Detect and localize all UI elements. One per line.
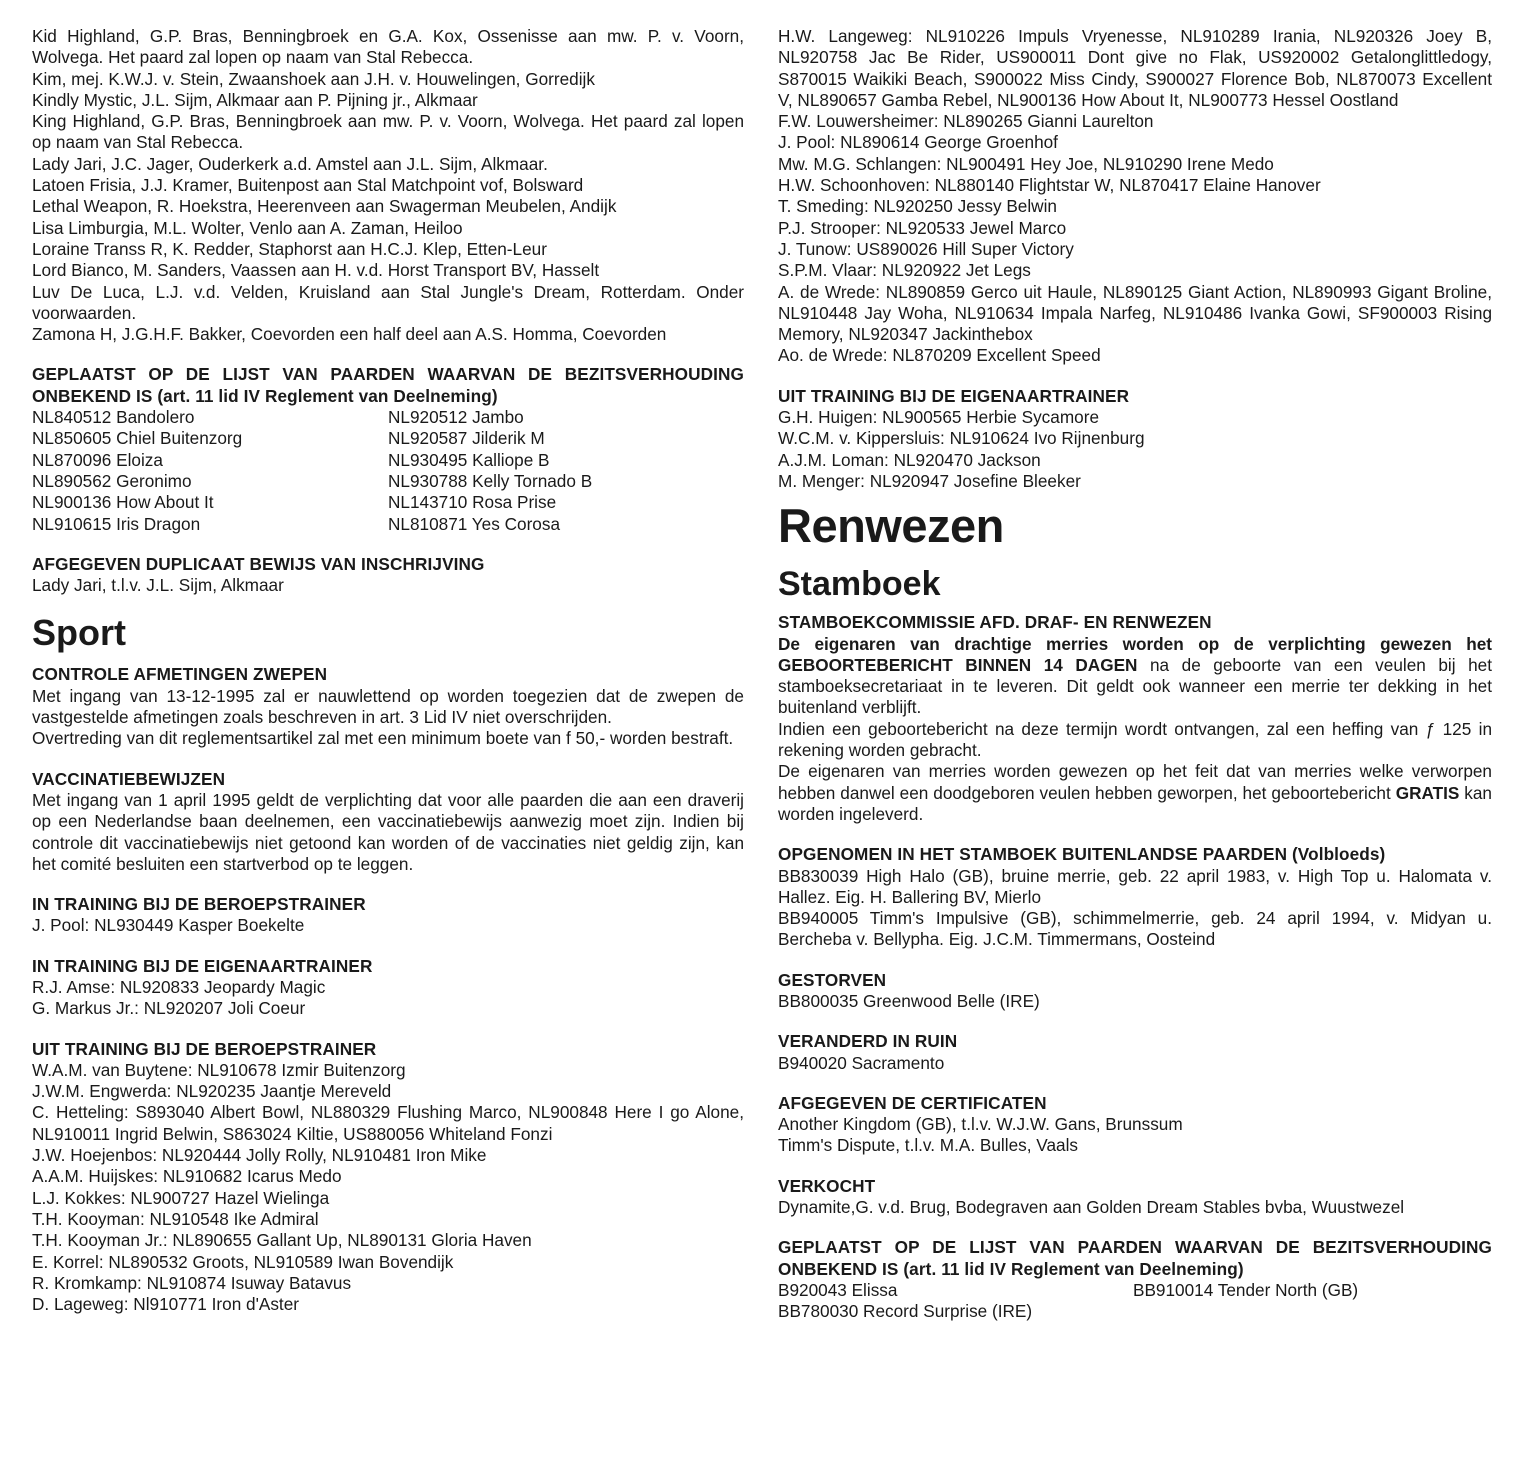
section-heading-vaccinatie: VACCINATIEBEWIJZEN — [32, 768, 226, 789]
list-item: Another Kingdom (GB), t.l.v. W.J.W. Gans, Brunssum — [778, 1114, 1183, 1135]
list-item: Kim, mej. K.W.J. v. Stein, Zwaanshoek aan J.H. v. Houwelingen, Gorredijk — [32, 68, 595, 89]
list-item: King Highland, G.P. Bras, Benningbroek aan mw. P. v. Voorn, Wolvega. Het paard zal lopen op naam van Stal Rebecca. — [32, 111, 744, 153]
list-item: D. Lageweg: Nl910771 Iron d'Aster — [32, 1294, 299, 1315]
renwezen-title: Renwezen — [778, 499, 1004, 553]
list-item: W.C.M. v. Kippersluis: NL910624 Ivo Rijnenburg — [778, 428, 1145, 449]
right-column — [778, 26, 1492, 1323]
section-heading-ruin: VERANDERD IN RUIN — [778, 1031, 958, 1052]
list-item: Lethal Weapon, R. Hoekstra, Heerenveen aan Swagerman Meubelen, Andijk — [32, 196, 617, 217]
list-item: Kindly Mystic, J.L. Sijm, Alkmaar aan P. Pijning jr., Alkmaar — [32, 89, 478, 110]
list-item: NL143710 Rosa Prise — [388, 492, 557, 513]
list-item: BB940005 Timm's Impulsive (GB), schimmelmerrie, geb. 24 april 1994, v. Midyan u. Bercheba v. Bellypha. Eig. J.C.M. Timmermans, Oosteind — [778, 908, 1492, 950]
p3-text-c: kan worden ingeleverd. — [778, 782, 1492, 824]
section-heading-in-training-eigenaar: IN TRAINING BIJ DE EIGENAARTRAINER — [32, 955, 373, 976]
list-item: BB780030 Record Surprise (IRE) — [778, 1301, 1033, 1322]
list-item: NL840512 Bandolero — [32, 407, 195, 428]
list-item: G.H. Huigen: NL900565 Herbie Sycamore — [778, 407, 1099, 428]
section-heading-duplicate: AFGEGEVEN DUPLICAAT BEWIJS VAN INSCHRIJVING — [32, 553, 485, 574]
list-item: J. Pool: NL930449 Kasper Boekelte — [32, 915, 305, 936]
list-item: H.W. Schoonhoven: NL880140 Flightstar W, NL870417 Elaine Hanover — [778, 175, 1321, 196]
list-item: J.W.M. Engwerda: NL920235 Jaantje Mereveld — [32, 1081, 392, 1102]
sport-title: Sport — [32, 612, 126, 654]
duplicate-text: Lady Jari, t.l.v. J.L. Sijm, Alkmaar — [32, 575, 284, 596]
zwepen-paragraph-1: Met ingang van 13-12-1995 zal er nauwlettend op worden toegezien dat de zwepen de vastgestelde afmetingen zoals beschreven in art. 3 Lid IV niet overschrijden. — [32, 685, 744, 728]
section-heading-verkocht: VERKOCHT — [778, 1175, 876, 1196]
list-item: P.J. Strooper: NL920533 Jewel Marco — [778, 217, 1067, 238]
list-item: NL890562 Geronimo — [32, 470, 192, 491]
p3-text-a: De eigenaren van merries worden gewezen op het feit dat van merries welke verworpen hebben danwel een doodgeboren veulen hebben geworpen, het geboortebericht — [778, 761, 1492, 803]
list-item: NL810871 Yes Corosa — [388, 513, 561, 534]
left-column — [32, 26, 744, 1315]
list-item: L.J. Kokkes: NL900727 Hazel Wielinga — [32, 1187, 330, 1208]
bold-notice: De eigenaren van drachtige merries worden op de verplichting gewezen het GEBOORTEBERICHT BINNEN 14 DAGEN — [778, 633, 1492, 675]
list-item: BB830039 High Halo (GB), bruine merrie, geb. 22 april 1983, v. High Top u. Halomata v. Hallez. Eig. H. Ballering BV, Mierlo — [778, 865, 1492, 907]
list-item: T. Smeding: NL920250 Jessy Belwin — [778, 196, 1057, 217]
list-item: Ao. de Wrede: NL870209 Excellent Speed — [778, 345, 1101, 366]
list-item: C. Hetteling: S893040 Albert Bowl, NL880329 Flushing Marco, NL900848 Here I go Alone, NL910011 Ingrid Belwin, S863024 Kiltie, US880056 Whiteland Fonzi — [32, 1102, 744, 1144]
list-item: Loraine Transs R, K. Redder, Staphorst aan H.C.J. Klep, Etten-Leur — [32, 238, 547, 259]
list-item: R.J. Amse: NL920833 Jeopardy Magic — [32, 976, 326, 997]
stamboekcommissie-paragraph-1 — [778, 634, 1492, 719]
stamboekcommissie-paragraph-3 — [778, 761, 1492, 825]
list-item: A.J.M. Loman: NL920470 Jackson — [778, 449, 1041, 470]
list-item: W.A.M. van Buytene: NL910678 Izmir Buitenzorg — [32, 1059, 406, 1080]
vaccinatie-paragraph: Met ingang van 1 april 1995 geldt de verplichting dat voor alle paarden die aan een draverij op een Nederlandse baan deelnemen, een vaccinatiebewijs aanwezig moet zijn. Indien bij controle dit vaccinatiebewijs niet getoond kan worden of de vaccinaties niet geldig zijn, kan het comité besluiten een startverbod op te leggen. — [32, 789, 744, 874]
list-item: Lord Bianco, M. Sanders, Vaassen aan H. v.d. Horst Transport BV, Hasselt — [32, 260, 600, 281]
section-heading-stamboekcommissie: STAMBOEKCOMMISSIE AFD. DRAF- EN RENWEZEN — [778, 612, 1212, 633]
list-item: BB800035 Greenwood Belle (IRE) — [778, 990, 1040, 1011]
list-item: NL910615 Iris Dragon — [32, 513, 201, 534]
list-item: Lisa Limburgia, M.L. Wolter, Venlo aan A. Zaman, Heiloo — [32, 217, 463, 238]
list-item: Dynamite,G. v.d. Brug, Bodegraven aan Golden Dream Stables bvba, Wuustwezel — [778, 1197, 1405, 1218]
list-item: BB910014 Tender North (GB) — [1133, 1279, 1359, 1300]
list-item: T.H. Kooyman: NL910548 Ike Admiral — [32, 1208, 319, 1229]
notice-rest: na de geboorte van een veulen bij het stamboeksecretariaat in te leveren. Dit geldt ook wanneer een merrie ter dekking in het buitenland verblijft. — [778, 654, 1492, 718]
uit-training-beroeps-continued — [778, 26, 1492, 367]
list-item: H.W. Langeweg: NL910226 Impuls Vryenesse, NL910289 Irania, NL920326 Joey B, NL920758 Jac Be Rider, US900011 Dont give no Flak, US920002 Getalonglittledogy, S870015 Waikiki Beach, S900022 Miss Cindy, S900027 Florence Bob, NL870073 Excellent V, NL890657 Gamba Rebel, NL900136 How About It, NL900773 Hessel Oostland — [778, 26, 1492, 110]
list-item: Luv De Luca, L.J. v.d. Velden, Kruisland aan Stal Jungle's Dream, Rotterdam. Onder voorwaarden. — [32, 281, 744, 323]
list-item: J.W. Hoejenbos: NL920444 Jolly Rolly, NL910481 Iron Mike — [32, 1145, 487, 1166]
uit-training-beroeps-list — [32, 1060, 744, 1316]
list-item: Timm's Dispute, t.l.v. M.A. Bulles, Vaals — [778, 1135, 1078, 1156]
list-item: Lady Jari, J.C. Jager, Ouderkerk a.d. Amstel aan J.L. Sijm, Alkmaar. — [32, 153, 548, 174]
list-item: NL900136 How About It — [32, 492, 214, 513]
section-heading-certificaten: AFGEGEVEN DE CERTIFICATEN — [778, 1092, 1047, 1113]
section-heading-uit-training-eigenaar: UIT TRAINING BIJ DE EIGENAARTRAINER — [778, 385, 1130, 406]
list-item: B920043 Elissa — [778, 1279, 898, 1300]
unknown-ownership-list — [32, 407, 744, 535]
stamboek-title: Stamboek — [778, 565, 941, 604]
list-item: E. Korrel: NL890532 Groots, NL910589 Iwan Bovendijk — [32, 1251, 454, 1272]
list-item: S.P.M. Vlaar: NL920922 Jet Legs — [778, 260, 1031, 281]
list-item: B940020 Sacramento — [778, 1052, 945, 1073]
zwepen-paragraph-2: Overtreding van dit reglementsartikel zal met een minimum boete van f 50,- worden bestraft. — [32, 728, 734, 749]
list-item: A.A.M. Huijskes: NL910682 Icarus Medo — [32, 1166, 342, 1187]
stamboekcommissie-paragraph-2: Indien een geboortebericht na deze termijn wordt ontvangen, zal een heffing van ƒ 125 in rekening worden gebracht. — [778, 718, 1492, 761]
unknown-ownership-list-right — [778, 1280, 1492, 1323]
list-item: Mw. M.G. Schlangen: NL900491 Hey Joe, NL910290 Irene Medo — [778, 153, 1274, 174]
list-item: G. Markus Jr.: NL920207 Joli Coeur — [32, 998, 306, 1019]
section-heading-opgenomen: OPGENOMEN IN HET STAMBOEK BUITENLANDSE PAARDEN (Volbloeds) — [778, 844, 1386, 865]
list-item: F.W. Louwersheimer: NL890265 Gianni Laurelton — [778, 111, 1154, 132]
list-item: NL850605 Chiel Buitenzorg — [32, 428, 243, 449]
list-item: NL920587 Jilderik M — [388, 428, 545, 449]
list-item: Kid Highland, G.P. Bras, Benningbroek en G.A. Kox, Ossenisse aan mw. P. v. Voorn, Wolvega. Het paard zal lopen op naam van Stal Rebecca. — [32, 26, 744, 68]
section-heading-uit-training-beroeps: UIT TRAINING BIJ DE BEROEPSTRAINER — [32, 1038, 377, 1059]
list-item: NL870096 Eloiza — [32, 449, 163, 470]
list-item: R. Kromkamp: NL910874 Isuway Batavus — [32, 1272, 352, 1293]
list-item: NL930495 Kalliope B — [388, 449, 550, 470]
gratis-emphasis: GRATIS — [1395, 782, 1460, 803]
list-item: Zamona H, J.G.H.F. Bakker, Coevorden een half deel aan A.S. Homma, Coevorden — [32, 324, 667, 345]
list-item: NL930788 Kelly Tornado B — [388, 470, 593, 491]
section-heading-unknown-ownership-right: GEPLAATST OP DE LIJST VAN PAARDEN WAARVAN DE BEZITSVERHOUDING ONBEKEND IS (art. 11 lid IV Reglement van Deelneming) — [778, 1237, 1492, 1279]
list-item: J. Pool: NL890614 George Groenhof — [778, 132, 1058, 153]
list-item: T.H. Kooyman Jr.: NL890655 Gallant Up, NL890131 Gloria Haven — [32, 1230, 532, 1251]
section-heading-in-training-beroeps: IN TRAINING BIJ DE BEROEPSTRAINER — [32, 894, 366, 915]
list-item: M. Menger: NL920947 Josefine Bleeker — [778, 470, 1081, 491]
section-heading-gestorven: GESTORVEN — [778, 969, 887, 990]
section-heading-zwepen: CONTROLE AFMETINGEN ZWEPEN — [32, 664, 328, 685]
list-item: A. de Wrede: NL890859 Gerco uit Haule, NL890125 Giant Action, NL890993 Gigant Broline, NL910448 Jay Woha, NL910634 Impala Narfeg, NL910486 Ivanka Gowi, SF900003 Rising Memory, NL920347 Jackinthebox — [778, 281, 1492, 345]
list-item: J. Tunow: US890026 Hill Super Victory — [778, 238, 1074, 259]
transfers-list — [32, 26, 744, 345]
list-item: Latoen Frisia, J.J. Kramer, Buitenpost aan Stal Matchpoint vof, Bolsward — [32, 175, 584, 196]
section-heading-unknown-ownership: GEPLAATST OP DE LIJST VAN PAARDEN WAARVAN DE BEZITSVERHOUDING ONBEKEND IS (art. 11 lid IV Reglement van Deelneming) — [32, 364, 744, 406]
list-item: NL920512 Jambo — [388, 407, 524, 428]
